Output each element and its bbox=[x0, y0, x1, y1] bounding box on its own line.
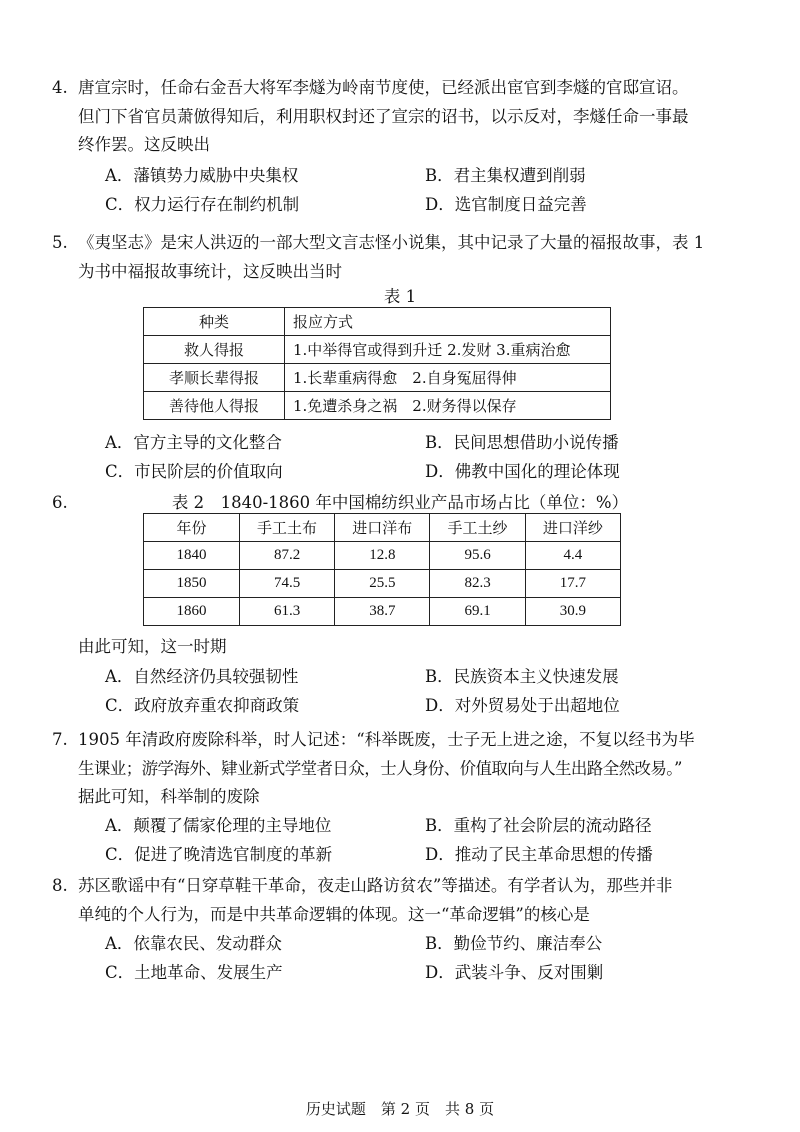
question-number: 7. bbox=[52, 730, 68, 749]
table-header-cell: 进口洋纱 bbox=[525, 514, 620, 542]
option-c: C．市民阶层的价值取向 bbox=[105, 461, 283, 481]
option-a: A．自然经济仍具较强韧性 bbox=[105, 667, 299, 686]
question-5 bbox=[52, 229, 733, 286]
table-header-cell: 报应方式 bbox=[285, 308, 611, 336]
table-cell: 善待他人得报 bbox=[144, 392, 285, 420]
question-text-line: 唐宣宗时，任命右金吾大将军李燧为岭南节度使，已经派出宦官到李燧的官邸宣诏。 bbox=[78, 78, 689, 97]
table-header-cell: 年份 bbox=[144, 514, 240, 542]
question-text-line: 为书中福报故事统计，这反映出当时 bbox=[78, 261, 342, 281]
options-q4 bbox=[105, 162, 745, 219]
table-cell: 17.7 bbox=[525, 570, 620, 598]
option-c: C．政府放弃重农抑商政策 bbox=[105, 695, 300, 715]
option-b: B．勤俭节约、廉洁奉公 bbox=[425, 934, 603, 953]
question-text-line: 苏区歌谣中有“日穿草鞋干革命，夜走山路访贫农”等描述。有学者认为，那些并非 bbox=[78, 876, 673, 895]
option-d: D．佛教中国化的理论体现 bbox=[425, 461, 620, 481]
question-number: 8. bbox=[52, 876, 68, 895]
table-cell: 1.长辈重病得愈 2.自身冤屈得伸 bbox=[285, 364, 611, 392]
option-d: D．对外贸易处于出超地位 bbox=[425, 695, 620, 715]
table-cell: 95.6 bbox=[430, 542, 525, 570]
table-cell: 74.5 bbox=[239, 570, 334, 598]
question-text-line: 终作罢。这反映出 bbox=[78, 135, 210, 154]
table-caption: 表 1 bbox=[383, 287, 417, 306]
option-c: C．权力运行存在制约机制 bbox=[105, 194, 300, 214]
option-c: C．促进了晚清选官制度的革新 bbox=[105, 844, 333, 864]
table-cell: 38.7 bbox=[335, 598, 430, 626]
question-6-stem bbox=[78, 633, 733, 662]
page-footer: 历史试题 第 2 页 共 8 页 bbox=[305, 1100, 495, 1118]
question-number: 6. bbox=[52, 493, 68, 512]
table-header-cell: 手工土纱 bbox=[430, 514, 525, 542]
table-cell: 87.2 bbox=[239, 542, 334, 570]
table-cell: 1840 bbox=[144, 542, 240, 570]
question-7 bbox=[52, 726, 733, 812]
table-row bbox=[144, 392, 611, 420]
options-q8 bbox=[105, 930, 745, 987]
option-d: D．选官制度日益完善 bbox=[425, 194, 587, 214]
table-cell: 1.免遭杀身之祸 2.财务得以保存 bbox=[285, 392, 611, 420]
options-q5 bbox=[105, 429, 745, 486]
table-cell: 1860 bbox=[144, 598, 240, 626]
question-number: 4. bbox=[52, 78, 68, 97]
option-a: A．官方主导的文化整合 bbox=[105, 433, 282, 452]
option-b: B．民族资本主义快速发展 bbox=[425, 667, 619, 686]
option-b: B．民间思想借助小说传播 bbox=[425, 433, 619, 452]
question-text-line: 《夷坚志》是宋人洪迈的一部大型文言志怪小说集，其中记录了大量的福报故事，表 1 bbox=[78, 233, 705, 252]
question-text-line: 据此可知，科举制的废除 bbox=[78, 787, 260, 806]
table-header-cell: 进口洋布 bbox=[335, 514, 430, 542]
question-text-line: 1905 年清政府废除科举，时人记述：“科举既废，士子无上进之途，不复以经书为毕 bbox=[78, 730, 695, 749]
question-4 bbox=[52, 74, 733, 160]
table-cell: 61.3 bbox=[239, 598, 334, 626]
table-cell: 孝顺长辈得报 bbox=[144, 364, 285, 392]
table-row bbox=[144, 542, 621, 570]
option-d: D．武装斗争、反对围剿 bbox=[425, 962, 604, 982]
table-cell: 救人得报 bbox=[144, 336, 285, 364]
table-row bbox=[144, 336, 611, 364]
options-q6 bbox=[105, 663, 745, 720]
table-cell: 1.中举得官或得到升迁 2.发财 3.重病治愈 bbox=[285, 336, 611, 364]
table-row bbox=[144, 598, 621, 626]
table-1 bbox=[143, 307, 611, 420]
option-d: D．推动了民主革命思想的传播 bbox=[425, 844, 653, 864]
table-cell: 1850 bbox=[144, 570, 240, 598]
option-b: B．重构了社会阶层的流动路径 bbox=[425, 816, 652, 835]
table-cell: 69.1 bbox=[430, 598, 525, 626]
question-text-line: 由此可知，这一时期 bbox=[78, 637, 227, 656]
table-cell: 30.9 bbox=[525, 598, 620, 626]
table-header-cell: 手工土布 bbox=[239, 514, 334, 542]
table-header-cell: 种类 bbox=[144, 308, 285, 336]
question-number: 5. bbox=[52, 233, 68, 252]
question-8 bbox=[52, 872, 733, 929]
options-q7 bbox=[105, 812, 745, 869]
option-a: A．依靠农民、发动群众 bbox=[105, 934, 282, 953]
question-text-line: 单纯的个人行为，而是中共革命逻辑的体现。这一“革命逻辑”的核心是 bbox=[78, 904, 590, 924]
table-cell: 4.4 bbox=[525, 542, 620, 570]
table-row bbox=[144, 308, 611, 336]
table-cell: 82.3 bbox=[430, 570, 525, 598]
option-a: A．藩镇势力威胁中央集权 bbox=[105, 166, 299, 185]
question-text-line: 但门下省官员萧倣得知后，利用职权封还了宣宗的诏书，以示反对，李燧任命一事最 bbox=[78, 106, 689, 126]
table-caption: 表 2 1840-1860 年中国棉纺织业产品市场占比（单位：%） bbox=[171, 493, 629, 512]
table-2 bbox=[143, 513, 621, 626]
table-row bbox=[144, 364, 611, 392]
table-row bbox=[144, 514, 621, 542]
table-row bbox=[144, 570, 621, 598]
option-c: C．土地革命、发展生产 bbox=[105, 962, 283, 982]
table-cell: 12.8 bbox=[335, 542, 430, 570]
option-b: B．君主集权遭到削弱 bbox=[425, 166, 586, 185]
question-text-line: 生课业；游学海外、肄业新式学堂者日众，士人身份、价值取向与人生出路全然改易。” bbox=[78, 758, 682, 778]
table-cell: 25.5 bbox=[335, 570, 430, 598]
option-a: A．颠覆了儒家伦理的主导地位 bbox=[105, 816, 332, 835]
